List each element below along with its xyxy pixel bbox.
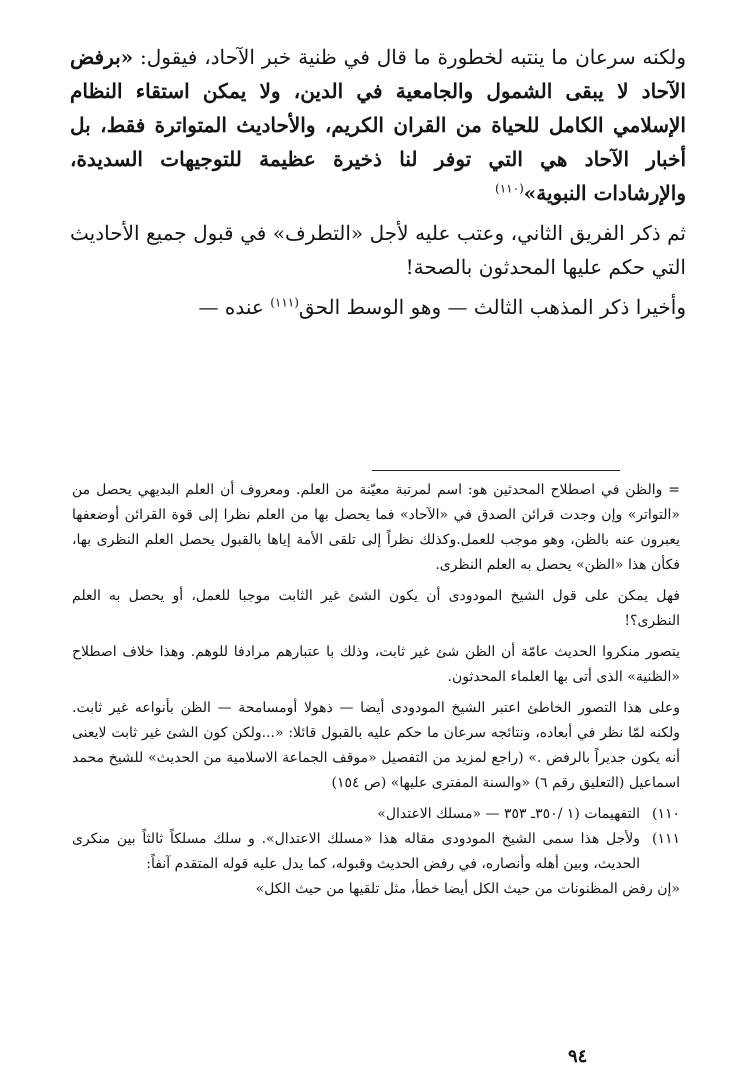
- footnote-111-number: ١١١): [651, 831, 680, 847]
- main-paragraph-1: [70, 40, 686, 210]
- main-paragraph-3: [70, 290, 686, 324]
- main-paragraph-3-text: وأخيرا ذكر المذهب الثالث — وهو الوسط الحق: [298, 295, 686, 319]
- footnote-110: [72, 802, 680, 827]
- footnote-111-quote: «إن رفض المظنونات من حيث الكل أيضا خطأ، مثل تلقيها من حيث الكل»: [255, 881, 680, 897]
- page-number: ٩٤: [568, 1046, 588, 1067]
- footnote-ref-111: (١١١): [270, 295, 299, 310]
- main-paragraph-1-quote: «برفض الآحاد لا يبقى الشمول والجامعية في الدين، ولا يمكن استقاء النظام الإسلامي الكامل للحياة من القران الكريم، والأحاديث المتواترة فقط، بل أخبار الآحاد هي التي توفر لنا ذخيرة عظيمة للتوجيهات السديدة، والإرشادات النبوية»: [70, 45, 686, 205]
- footnote-111: [72, 827, 680, 877]
- note-paragraph-misconception: يتصور منكروا الحديث عامّة أن الظن شئ غير ثابت، وذلك با عتبارهم مرادفا للوهم. وهذا خلاف اصطلاح «الظنية» الذى أتى بها العلماء المحدثون.: [72, 644, 680, 685]
- main-paragraph-3-tail: عنده —: [198, 295, 271, 319]
- footnote-110-text: التفهيمات (١ /٣٥٠ـ ٣٥٣ — «مسلك الاعتدال»: [377, 806, 640, 822]
- main-paragraph-1-intro: ولكنه سرعان ما ينتبه لخطورة ما قال في ظنية خبر الآحاد، فيقول:: [133, 45, 686, 69]
- footnote-ref-110: (١١٠): [495, 181, 524, 196]
- footnote-separator: [372, 470, 620, 471]
- footnote-continuation: = والظن في اصطلاح المحدثين هو: اسم لمرتبة معيّنة من العلم. ومعروف أن العلم البديهي يحصل من «التواتر» وإن وجدت قرائن الصدق في «الآحاد» فما يحصل بها من العلم نظرا إلى قوة القرائن أوضعفها يعبرون عنه بالظن، وهو موجب للعمل.وكذلك نظراً إلى تلقى الأمة إياها بالقبول يحصل العلم النظرى بها، فكأن هذا «الظن» يحصل به العلم النظرى.: [72, 482, 680, 573]
- main-paragraph-2: ثم ذكر الفريق الثاني، وعتب عليه لأجل «التطرف» في قبول جميع الأحاديث التي حكم عليها المحدثون بالصحة!: [70, 221, 686, 279]
- note-paragraph-question: فهل يمكن على قول الشيخ المودودى أن يكون الشئ غير الثابت موجبا للعمل، أو يحصل به العلم النظرى؟!: [72, 588, 680, 629]
- note-paragraph-mawdudi: وعلى هذا التصور الخاطئ اعتبر الشيخ المودودى أيضا — ذهولا أومسامحة — الظن بأنواعه غير ثابت. ولكنه لمّا نظر في أبعاده، ونتائجه سرعان ما حكم عليه بالقبول قائلا: «...ولكن كون الشئ غير ثابت لايعنى أنه يكون جديراً بالرفض .» (راجع لمزيد من التفصيل «موقف الجماعة الاسلامية من الحديث» للشيخ محمد اسماعيل (التعليق رقم ٦) «والسنة المفترى عليها» (ص ١٥٤): [72, 700, 680, 791]
- main-text: [70, 40, 686, 330]
- footnote-111-text: ولأجل هذا سمى الشيخ المودودى مقاله هذا «مسلك الاعتدال». و سلك مسلكاً ثالثاً بين منكرى الحديث، وبين أهله وأنصاره، في رفض الحديث وقبوله، كما يدل عليه قوله المتقدم آنفاً:: [72, 831, 640, 872]
- footnote-110-number: ١١٠): [651, 806, 680, 822]
- footnotes: [72, 478, 680, 908]
